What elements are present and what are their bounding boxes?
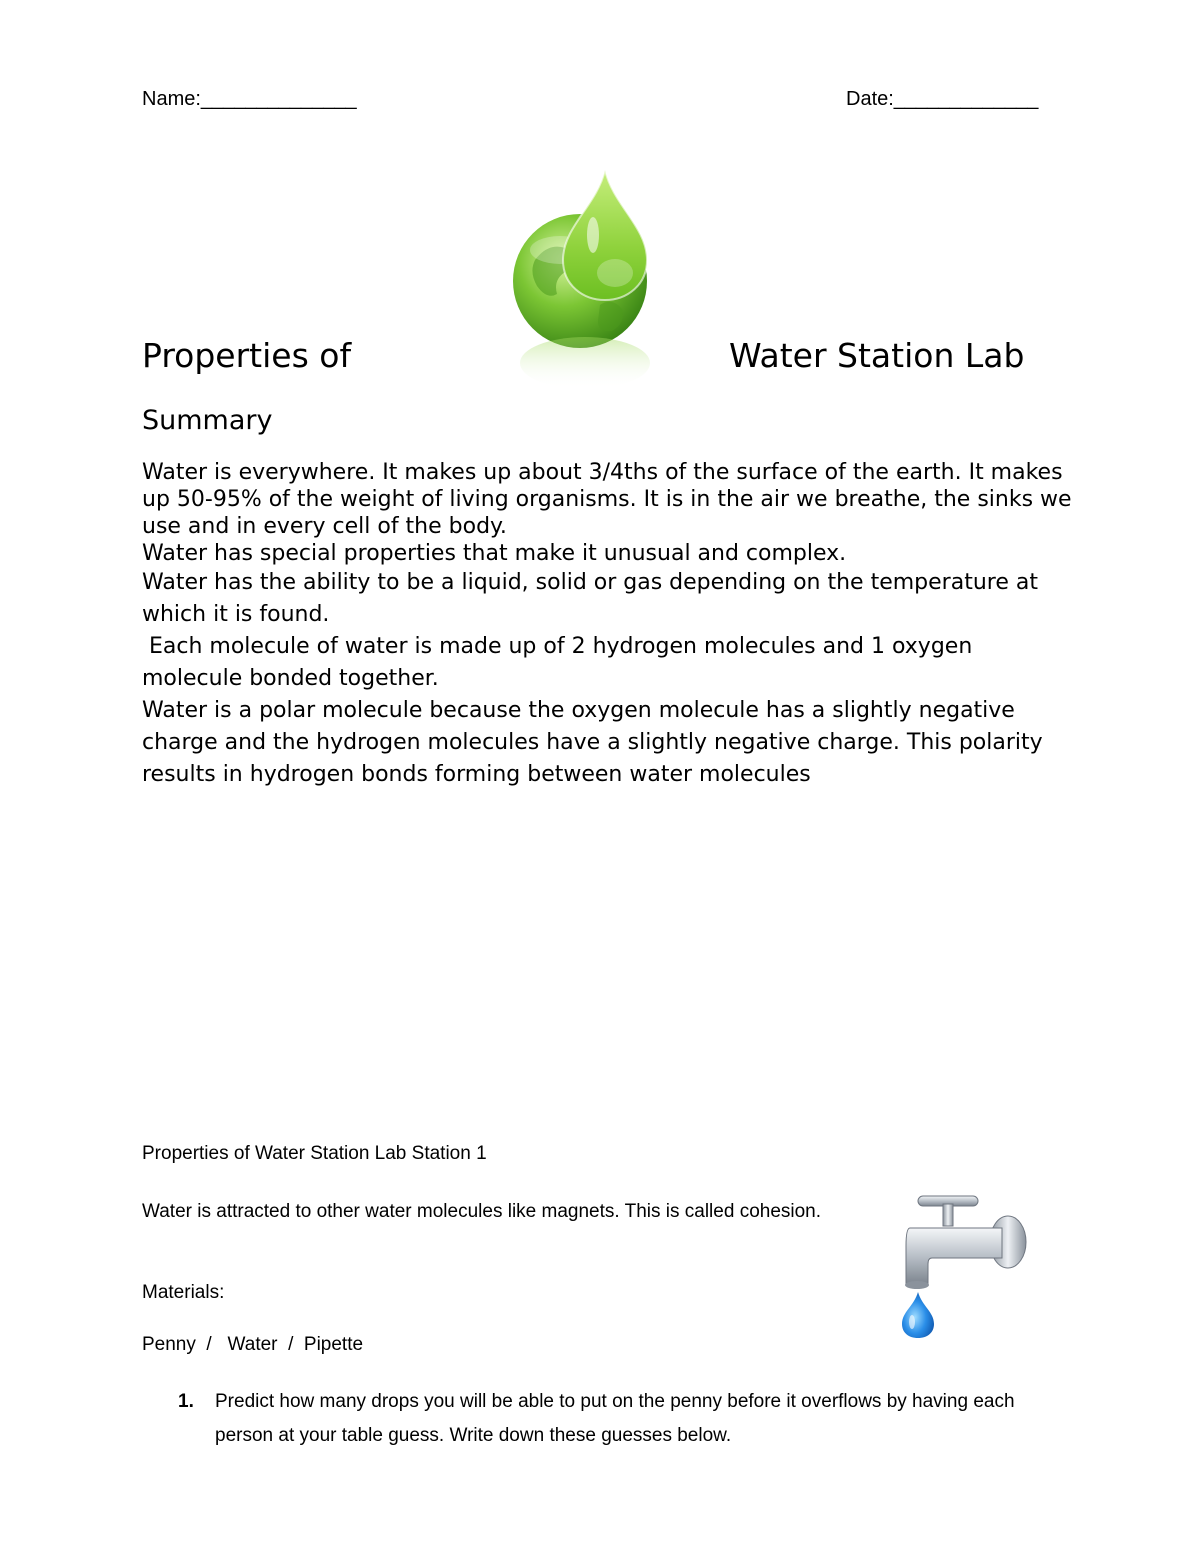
- faucet-with-water-drop-icon: [890, 1188, 1035, 1340]
- page-title-left: Properties of: [142, 336, 352, 375]
- summary-paragraph: Water is a polar molecule because the oxygen molecule has a slightly negative charge and the hydrogen molecules have a slightly negative charge. This polarity results in hydrogen bonds forming between water molecules: [142, 698, 1043, 787]
- page-title-right: Water Station Lab: [729, 336, 1025, 375]
- summary-body: [142, 459, 1072, 791]
- summary-paragraph: Each molecule of water is made up of 2 hydrogen molecules and 1 oxygen molecule bonded together.: [142, 634, 980, 691]
- materials-label: Materials:: [142, 1282, 225, 1303]
- summary-paragraph: Water has the ability to be a liquid, solid or gas depending on the temperature at which it is found.: [142, 570, 1038, 627]
- date-field-label: Date:_____________: [846, 88, 1039, 110]
- station-title-text: Properties of Water Station Lab Station 1: [142, 1143, 487, 1164]
- name-field-label: Name:______________: [142, 88, 357, 110]
- green-water-drop-globe-icon: [505, 165, 675, 390]
- station-title: [142, 1143, 487, 1165]
- summary-heading: Summary: [142, 405, 273, 436]
- step-number: 1.: [178, 1391, 194, 1412]
- summary-paragraph: Water is everywhere. It makes up about 3/4ths of the surface of the earth. It makes up 50-95% of the weight of living organisms. It is in the air we breathe, the sinks we use and in every cell of the body.: [142, 460, 1072, 539]
- summary-paragraph: Water has special properties that make it unusual and complex.: [142, 541, 847, 566]
- materials-list: Penny / Water / Pipette: [142, 1334, 364, 1355]
- step-text: Predict how many drops you will be able to put on the penny before it overflows by having each person at your table guess. Write down these guesses below.: [215, 1391, 1015, 1446]
- station-intro: Water is attracted to other water molecules like magnets. This is called cohesion.: [142, 1201, 822, 1222]
